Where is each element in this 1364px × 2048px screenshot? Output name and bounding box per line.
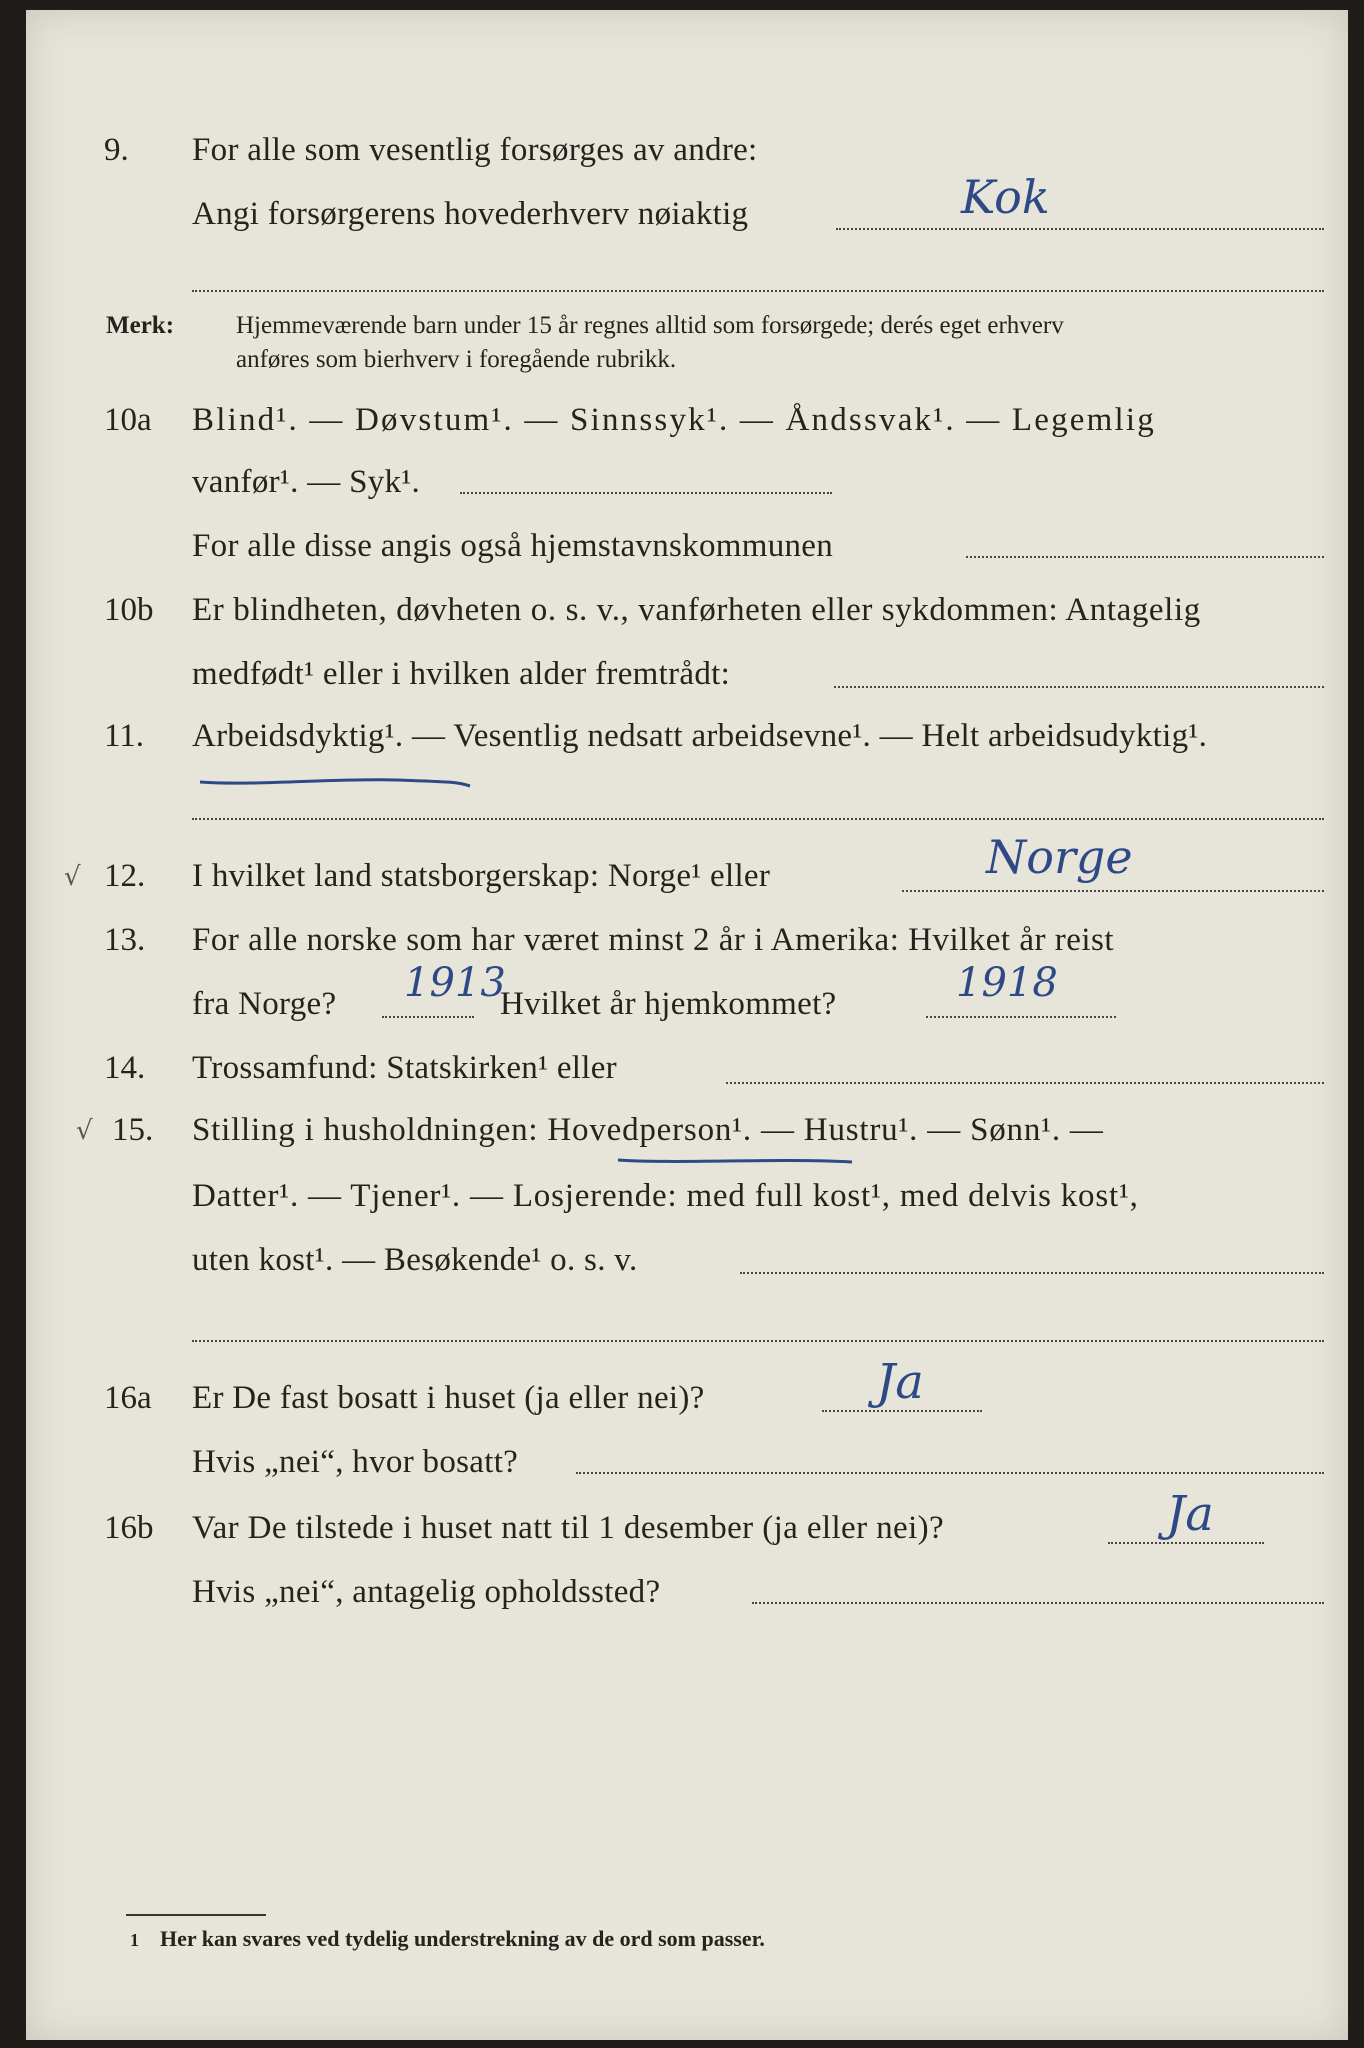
q16a-line2: Hvis „nei“, hvor bosatt? (192, 1444, 519, 1480)
q14-line1: Trossamfund: Statskirken¹ eller (192, 1050, 617, 1086)
q13-answer1: 1913 (404, 960, 506, 1006)
check-mark-icon: √ (64, 862, 81, 892)
q9-line2: Angi forsørgerens hovederhverv nøiaktig (192, 196, 749, 232)
merk-line2: anføres som bierhverv i foregående rubrikk. (236, 346, 677, 373)
q13-number: 13. (104, 922, 146, 958)
q16b-opholdssted-line (752, 1602, 1324, 1604)
q12-answer: Norge (986, 830, 1133, 884)
q15-handwritten-underline (616, 1150, 856, 1170)
footnote-text: Her kan svares ved tydelig understrekning av de ord som passer. (160, 1926, 765, 1951)
q11-line1: Arbeidsdyktig¹. — Vesentlig nedsatt arbeidsevne¹. — Helt arbeidsudyktig¹. (192, 718, 1208, 754)
q9-answer: Kok (961, 170, 1050, 224)
merk-label: Merk: (106, 312, 175, 339)
q9-number: 9. (104, 132, 129, 168)
q16a-answer-line (822, 1410, 982, 1412)
q13-answer2-line (926, 1016, 1116, 1018)
q14-number: 14. (104, 1050, 146, 1086)
q13-line2b: Hvilket år hjemkommet? (500, 986, 837, 1022)
q16b-line1: Var De tilstede i huset natt til 1 desember (ja eller nei)? (192, 1510, 945, 1546)
q13-answer2: 1918 (956, 960, 1058, 1006)
q15-extra-line (192, 1340, 1324, 1342)
q10a-line1: Blind¹. — Døvstum¹. — Sinnssyk¹. — Åndssvak¹. — Legemlig (192, 402, 1156, 438)
q10b-number: 10b (104, 592, 154, 628)
q15-line3: uten kost¹. — Besøkende¹ o. s. v. (192, 1242, 638, 1278)
q12-answer-line (902, 890, 1324, 892)
check-mark-icon: √ (76, 1116, 93, 1146)
q16b-line2: Hvis „nei“, antagelig opholdssted? (192, 1574, 661, 1610)
footnote-rule (126, 1914, 266, 1916)
q10b-line1: Er blindheten, døvheten o. s. v., vanførheten eller sykdommen: Antagelig (192, 592, 1201, 628)
merk-line1: Hjemmeværende barn under 15 år regnes alltid som forsørgede; derés eget erhverv (236, 312, 1064, 339)
q10b-answer-line (834, 686, 1324, 688)
q10a-answer-line (460, 492, 832, 494)
q11-extra-line (192, 818, 1324, 820)
q10a-line3: For alle disse angis også hjemstavnskommunen (192, 528, 834, 564)
q13-line2a: fra Norge? (192, 986, 337, 1022)
q16b-number: 16b (104, 1510, 154, 1546)
q13-answer1-line (382, 1016, 474, 1018)
q10a-number: 10a (104, 402, 152, 438)
q16b-answer: Ja (1166, 1486, 1214, 1542)
q10a-line2: vanfør¹. — Syk¹. (192, 464, 421, 500)
q11-handwritten-underline (196, 764, 476, 794)
q13-line1: For alle norske som har været minst 2 år i Amerika: Hvilket år reist (192, 922, 1115, 958)
q16b-answer-line (1108, 1542, 1264, 1544)
q11-number: 11. (104, 718, 145, 754)
q16a-line1: Er De fast bosatt i huset (ja eller nei)? (192, 1380, 705, 1416)
q10b-line2: medfødt¹ eller i hvilken alder fremtrådt: (192, 656, 731, 692)
q16a-bosatt-line (576, 1472, 1324, 1474)
q9-line1: For alle som vesentlig forsørges av andre: (192, 132, 758, 168)
q14-answer-line (726, 1082, 1324, 1084)
q16a-answer: Ja (876, 1354, 924, 1410)
q9-answer-line (836, 228, 1324, 230)
q15-number: 15. (112, 1112, 154, 1148)
form-page (26, 10, 1348, 2040)
q15-line1: Stilling i husholdningen: Hovedperson¹. — Hustru¹. — Sønn¹. — (192, 1112, 1104, 1148)
q10a-kommune-line (966, 556, 1324, 558)
q9-extra-line (192, 290, 1324, 292)
q16a-number: 16a (104, 1380, 152, 1416)
q12-line1: I hvilket land statsborgerskap: Norge¹ eller (192, 858, 771, 894)
q15-answer-line (740, 1272, 1324, 1274)
footnote-mark: 1 (130, 1930, 139, 1950)
q15-line2: Datter¹. — Tjener¹. — Losjerende: med full kost¹, med delvis kost¹, (192, 1178, 1139, 1214)
q12-number: 12. (104, 858, 146, 894)
